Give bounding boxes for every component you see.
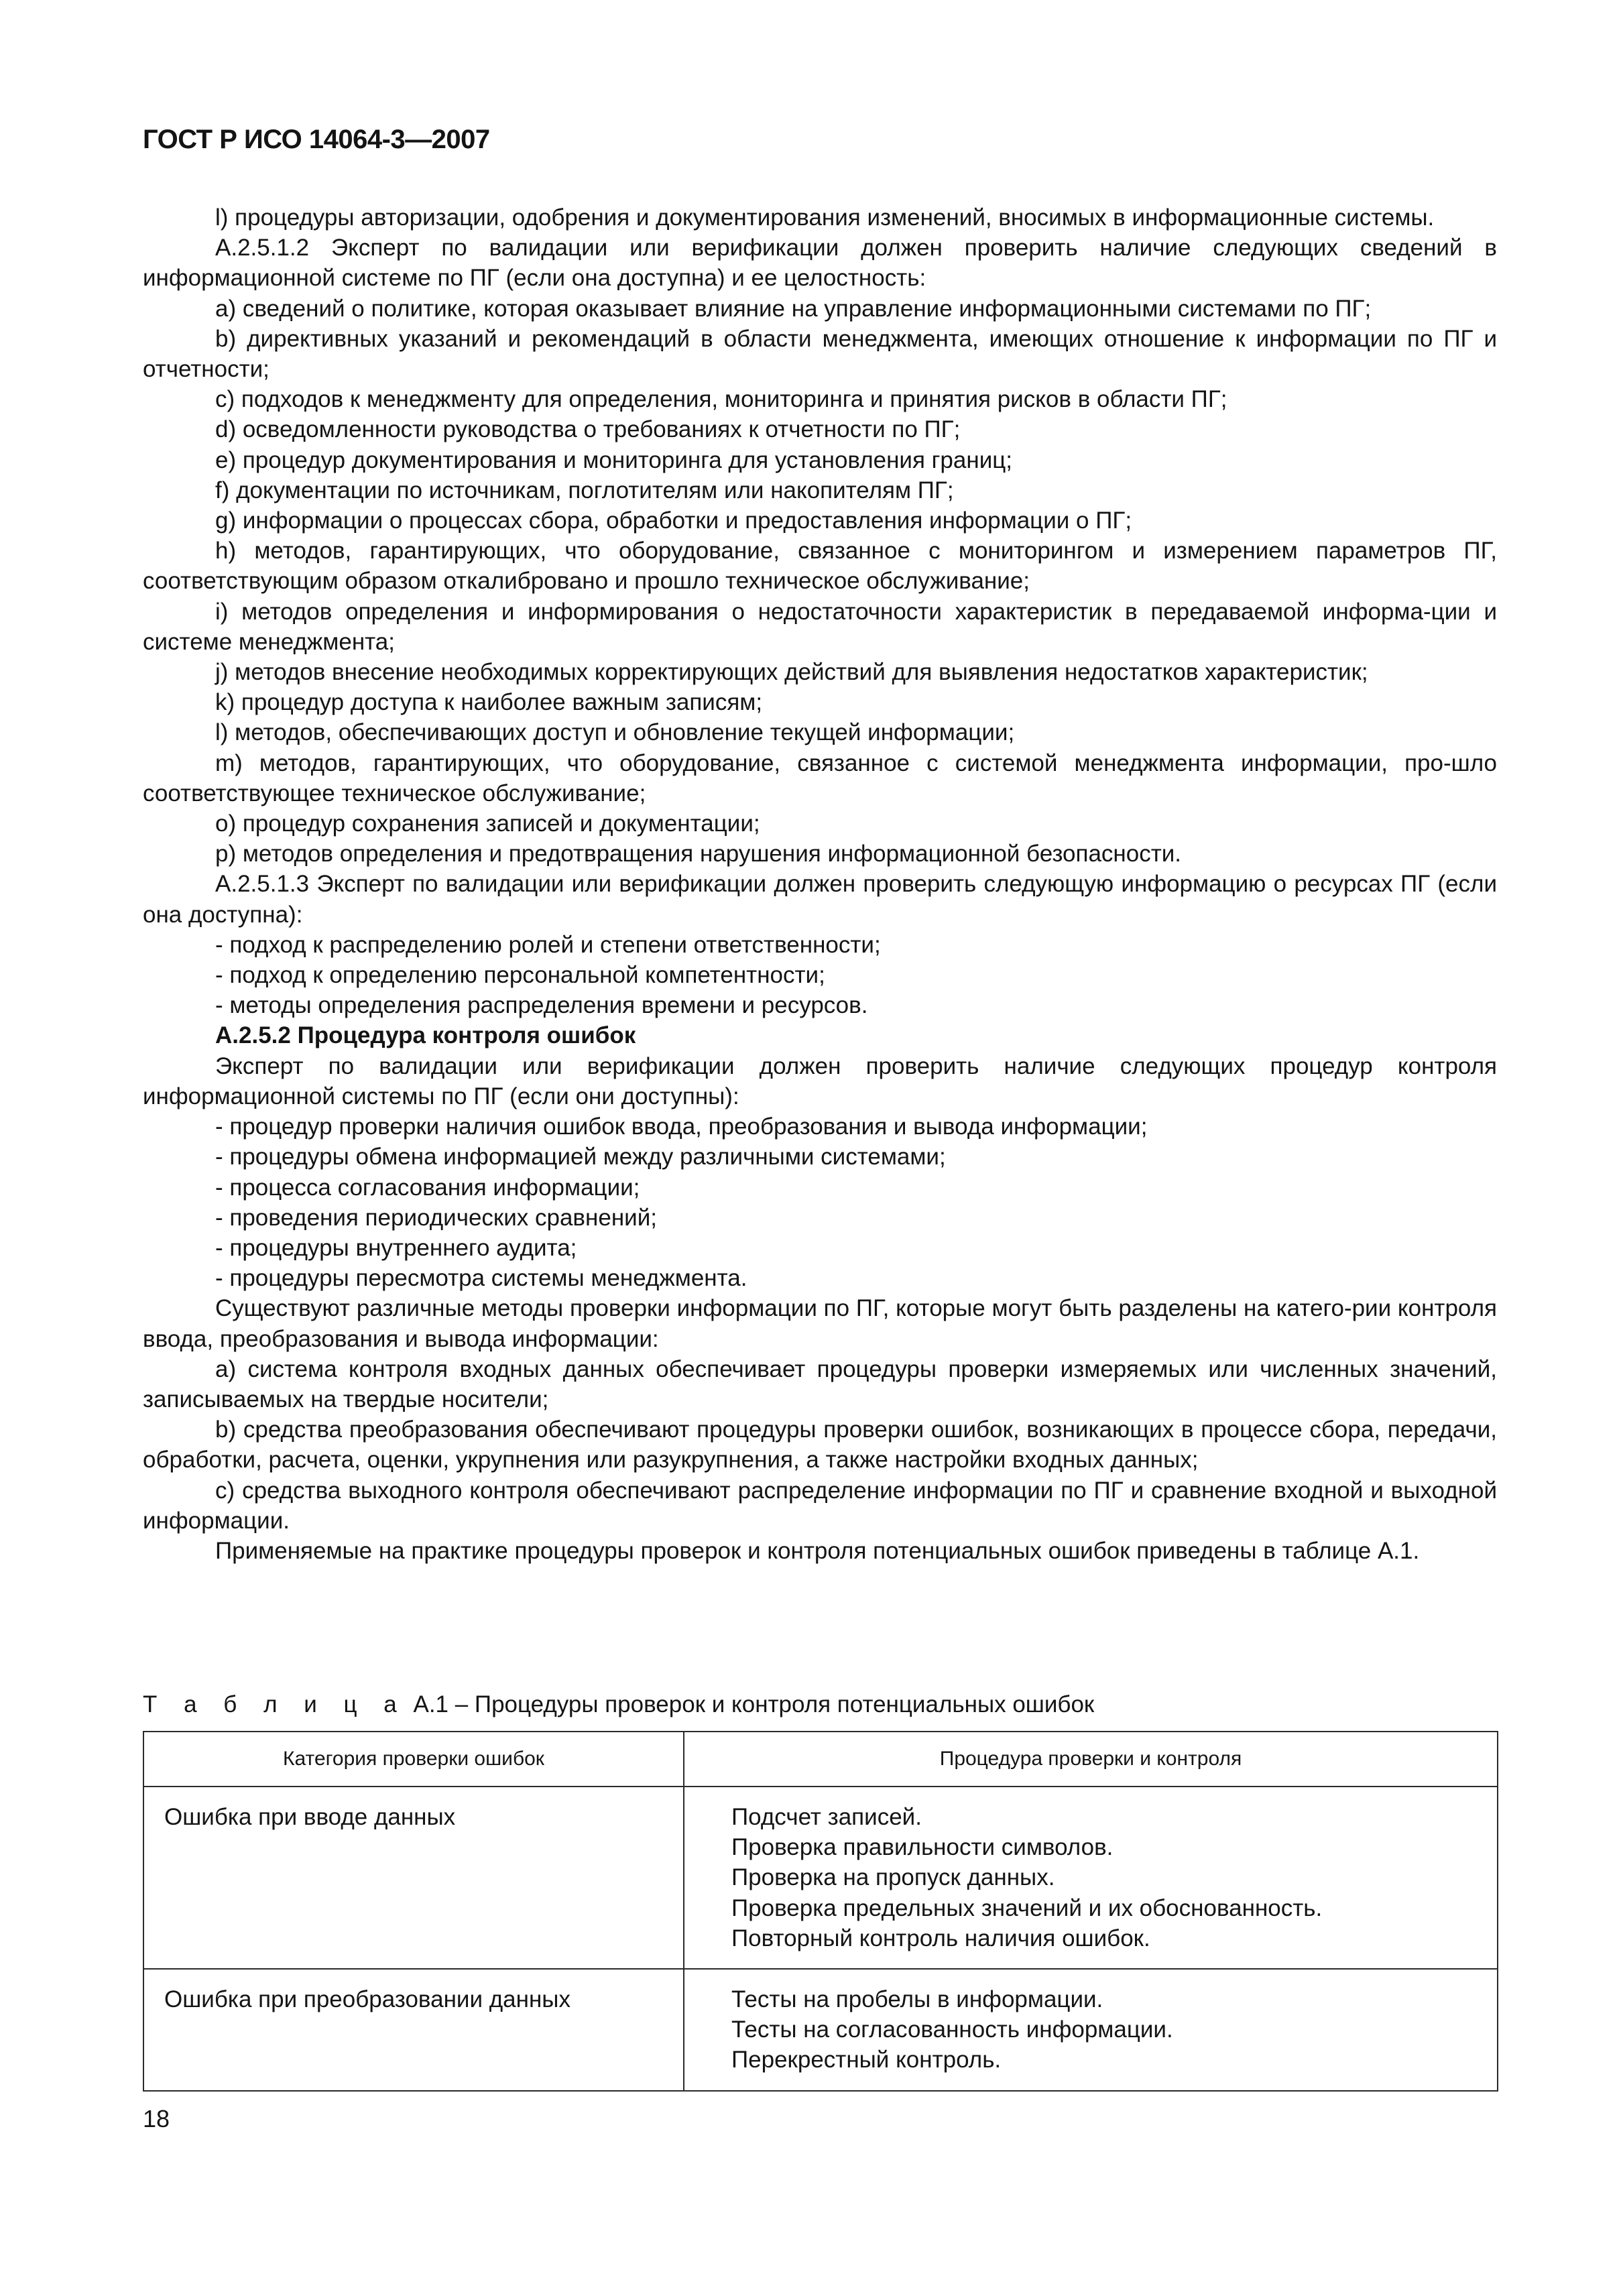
paragraph: e) процедур документирования и мониторинга для установления границ;: [215, 446, 1013, 473]
procedure-item: Проверка предельных значений и их обоснованность.: [731, 1894, 1323, 1921]
error-category-cell: Ошибка при вводе данных: [143, 1787, 684, 1969]
paragraph: p) методов определения и предотвращения нарушения информационной безопасности.: [215, 841, 1182, 867]
table-header-row: [143, 1732, 1498, 1787]
body-text: [143, 202, 1497, 1566]
error-control-table: [143, 1731, 1498, 2092]
paragraph: Существуют различные методы проверки информации по ПГ, которые могут быть разделены на катего-рии контроля ввода, преобразования и вывода информации:: [143, 1295, 1497, 1352]
error-category-cell: Ошибка при преобразовании данных: [143, 1969, 684, 2091]
paragraph: Применяемые на практике процедуры проверок и контроля потенциальных ошибок приведены в таблице А.1.: [215, 1537, 1420, 1564]
table-row: [143, 1969, 1498, 2091]
paragraph: b) директивных указаний и рекомендаций в области менеджмента, имеющих отношение к информации по ПГ и отчетности;: [143, 325, 1497, 383]
paragraph: - процесса согласования информации;: [215, 1174, 640, 1201]
section-heading: А.2.5.2 Процедура контроля ошибок: [215, 1022, 636, 1049]
paragraph: b) средства преобразования обеспечивают процедуры проверки ошибок, возникающих в процессе сбора, передачи, обработки, расчета, оценки, укрупнения или разукрупнения, а также настройки входных данных;: [143, 1416, 1497, 1473]
procedure-item: Проверка на пропуск данных.: [731, 1864, 1055, 1891]
procedure-item: Подсчет записей.: [731, 1804, 922, 1830]
procedure-item: Тесты на пробелы в информации.: [731, 1986, 1103, 2013]
paragraph: c) подходов к менеджменту для определения, мониторинга и принятия рисков в области ПГ;: [215, 386, 1227, 413]
paragraph: j) методов внесение необходимых корректирующих действий для выявления недостатков характеристик;: [215, 659, 1368, 686]
paragraph: - проведения периодических сравнений;: [215, 1204, 657, 1231]
paragraph: h) методов, гарантирующих, что оборудование, связанное с мониторингом и измерением параметров ПГ, соответствующим образом откалибровано и прошло техническое обслуживание;: [143, 538, 1497, 595]
table-row: [143, 1787, 1498, 1969]
column-header-procedure: Процедура проверки и контроля: [684, 1732, 1498, 1787]
procedure-cell: [684, 1787, 1498, 1969]
table-caption: [143, 1689, 1094, 1719]
table-caption-text: А.1 – Процедуры проверок и контроля потенциальных ошибок: [413, 1691, 1095, 1717]
paragraph: - процедуры обмена информацией между различными системами;: [215, 1144, 946, 1170]
paragraph: k) процедур доступа к наиболее важным записям;: [215, 689, 763, 716]
paragraph: c) средства выходного контроля обеспечивают распределение информации по ПГ и сравнение входной и выходной информации.: [143, 1477, 1497, 1534]
page-number: 18: [143, 2105, 170, 2132]
procedure-cell: [684, 1969, 1498, 2091]
paragraph: А.2.5.1.3 Эксперт по валидации или верификации должен проверить следующую информацию о ресурсах ПГ (если она доступна):: [143, 871, 1497, 928]
procedure-item: Тесты на согласованность информации.: [731, 2016, 1173, 2043]
table-body: [143, 1787, 1498, 2091]
paragraph: - процедуры пересмотра системы менеджмента.: [215, 1265, 747, 1292]
paragraph: - процедур проверки наличия ошибок ввода, преобразования и вывода информации;: [215, 1113, 1148, 1140]
paragraph: m) методов, гарантирующих, что оборудование, связанное с системой менеджмента информации, про-шло соответствующее техническое обслуживание;: [143, 749, 1497, 806]
paragraph: d) осведомленности руководства о требованиях к отчетности по ПГ;: [215, 416, 961, 443]
procedure-item: Повторный контроль наличия ошибок.: [731, 1925, 1150, 1951]
paragraph: - процедуры внутреннего аудита;: [215, 1234, 577, 1261]
paragraph: Эксперт по валидации или верификации должен проверить наличие следующих процедур контроля информационной системы по ПГ (если они доступны):: [143, 1052, 1497, 1109]
procedure-item: Перекрестный контроль.: [731, 2047, 1002, 2073]
paragraph: l) процедуры авторизации, одобрения и документирования изменений, вносимых в информационные системы.: [215, 204, 1435, 231]
paragraph: А.2.5.1.2 Эксперт по валидации или верификации должен проверить наличие следующих сведений в информационной системе по ПГ (если она доступна) и ее целостность:: [143, 235, 1497, 292]
paragraph: - подход к определению персональной компетентности;: [215, 962, 825, 989]
paragraph: - подход к распределению ролей и степени ответственности;: [215, 931, 881, 958]
paragraph: a) сведений о политике, которая оказывает влияние на управление информационными системами по ПГ;: [215, 295, 1372, 322]
paragraph: g) информации о процессах сбора, обработки и предоставления информации о ПГ;: [215, 507, 1132, 534]
paragraph: f) документации по источникам, поглотителям или накопителям ПГ;: [215, 477, 954, 503]
paragraph: l) методов, обеспечивающих доступ и обновление текущей информации;: [215, 719, 1015, 746]
paragraph: i) методов определения и информирования о недостаточности характеристик в передаваемой информа-ции и системе менеджмента;: [143, 598, 1497, 655]
paragraph: a) система контроля входных данных обеспечивает процедуры проверки измеряемых или численных значений, записываемых на твердые носители;: [143, 1355, 1497, 1412]
procedure-item: Проверка правильности символов.: [731, 1834, 1114, 1861]
table-caption-label: Т а б л и ц а: [143, 1691, 407, 1717]
paragraph: o) процедур сохранения записей и документации;: [215, 810, 760, 837]
column-header-category: Категория проверки ошибок: [143, 1732, 684, 1787]
paragraph: - методы определения распределения времени и ресурсов.: [215, 992, 868, 1019]
standard-header: ГОСТ Р ИСО 14064-3—2007: [143, 125, 490, 154]
